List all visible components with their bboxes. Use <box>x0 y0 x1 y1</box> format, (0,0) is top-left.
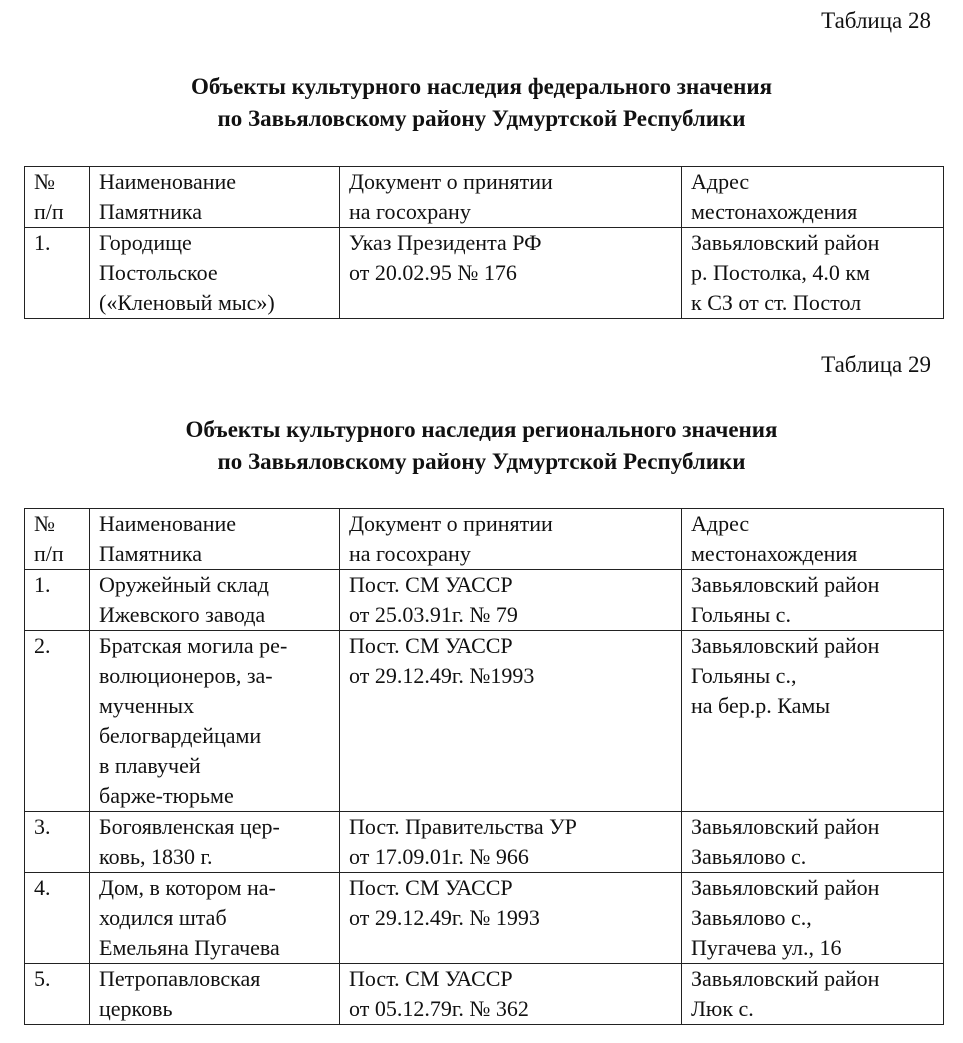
cell-number <box>25 873 90 964</box>
cell-name <box>90 509 340 570</box>
cell-line: мученных <box>99 693 195 718</box>
cell-line: церковь <box>99 996 173 1021</box>
cell-line: на госохрану <box>349 199 471 224</box>
cell-line: № <box>34 169 55 194</box>
cell-number <box>25 631 90 812</box>
cell-line: волюционеров, за- <box>99 663 273 688</box>
cell-line: Пост. СМ УАССР <box>349 875 513 900</box>
cell-line: Ижевского завода <box>99 602 266 627</box>
cell-document <box>340 873 682 964</box>
cell-line: белогвардейцами <box>99 723 262 748</box>
table-row <box>25 228 944 319</box>
table-28-label: Таблица 28 <box>821 8 931 33</box>
cell-line: ходился штаб <box>99 905 227 930</box>
cell-line: от 05.12.79г. № 362 <box>349 996 529 1021</box>
cell-line: Дом, в котором на- <box>99 875 276 900</box>
cell-line: от 17.09.01г. № 966 <box>349 844 529 869</box>
cell-line: Оружейный склад <box>99 572 269 597</box>
cell-line: от 25.03.91г. № 79 <box>349 602 518 627</box>
cell-line: 4. <box>34 875 51 900</box>
cell-line: Завьяловский район <box>691 633 880 658</box>
cell-line: барже-тюрьме <box>99 783 234 808</box>
cell-name <box>90 631 340 812</box>
cell-address <box>682 873 944 964</box>
cell-line: п/п <box>34 541 64 566</box>
cell-document <box>340 964 682 1025</box>
cell-line: на бер.р. Камы <box>691 693 831 718</box>
cell-line: п/п <box>34 199 64 224</box>
table-row <box>25 631 944 812</box>
cell-line: Богоявленская цер- <box>99 814 280 839</box>
cell-number <box>25 570 90 631</box>
cell-name <box>90 570 340 631</box>
cell-document <box>340 570 682 631</box>
cell-line: 1. <box>34 230 51 255</box>
cell-number <box>25 228 90 319</box>
cell-line: Завьяловский район <box>691 572 880 597</box>
cell-line: Гольяны с. <box>691 602 791 627</box>
cell-line: Адрес <box>691 169 750 194</box>
table-28-title-line-1: Объекты культурного наследия федерального значения <box>190 74 773 99</box>
cell-line: в плавучей <box>99 753 201 778</box>
cell-line: Завьяловский район <box>691 875 880 900</box>
cell-name <box>90 812 340 873</box>
cell-line: 1. <box>34 572 51 597</box>
cell-line: Пост. СМ УАССР <box>349 572 513 597</box>
cell-address <box>682 570 944 631</box>
cell-name <box>90 964 340 1025</box>
table-header-row <box>25 509 944 570</box>
cell-address <box>682 509 944 570</box>
cell-line: Пугачева ул., 16 <box>691 935 842 960</box>
cell-line: Наименование <box>99 511 237 536</box>
cell-line: Люк с. <box>691 996 754 1021</box>
table-28-title-line-2: по Завьяловскому району Удмуртской Республики <box>217 106 746 131</box>
cell-line: на госохрану <box>349 541 471 566</box>
cell-number <box>25 964 90 1025</box>
cell-line: р. Постолка, 4.0 км <box>691 260 870 285</box>
cell-name <box>90 167 340 228</box>
cell-name <box>90 228 340 319</box>
cell-line: Пост. СМ УАССР <box>349 966 513 991</box>
cell-document <box>340 509 682 570</box>
cell-line: от 29.12.49г. №1993 <box>349 663 535 688</box>
table-29-title-line-2: по Завьяловскому району Удмуртской Республики <box>217 449 746 474</box>
cell-line: Документ о принятии <box>349 511 553 536</box>
cell-address <box>682 812 944 873</box>
table-row <box>25 570 944 631</box>
cell-line: Памятника <box>99 541 202 566</box>
cell-line: от 20.02.95 № 176 <box>349 260 517 285</box>
cell-line: Документ о принятии <box>349 169 553 194</box>
cell-line: Братская могила ре- <box>99 633 288 658</box>
cell-line: Гольяны с., <box>691 663 797 688</box>
cell-document <box>340 631 682 812</box>
cell-line: Петропавловская <box>99 966 261 991</box>
cell-line: местонахождения <box>691 199 858 224</box>
table-row <box>25 964 944 1025</box>
cell-line: Пост. Правительства УР <box>349 814 577 839</box>
cell-line: № <box>34 511 55 536</box>
cell-line: 3. <box>34 814 51 839</box>
cell-line: 2. <box>34 633 51 658</box>
cell-line: Завьяловский район <box>691 814 880 839</box>
cell-line: Адрес <box>691 511 750 536</box>
cell-document <box>340 167 682 228</box>
cell-line: Наименование <box>99 169 237 194</box>
cell-number <box>25 509 90 570</box>
table-header-row <box>25 167 944 228</box>
cell-line: («Кленовый мыс») <box>99 290 275 315</box>
cell-line: Пост. СМ УАССР <box>349 633 513 658</box>
cell-line: Указ Президента РФ <box>349 230 542 255</box>
cell-address <box>682 631 944 812</box>
cell-document <box>340 812 682 873</box>
cell-address <box>682 964 944 1025</box>
cell-address <box>682 228 944 319</box>
cell-name <box>90 873 340 964</box>
cell-line: Завьялово с. <box>691 844 807 869</box>
cell-number <box>25 167 90 228</box>
cell-line: Емельяна Пугачева <box>99 935 280 960</box>
cell-line: местонахождения <box>691 541 858 566</box>
cell-line: 5. <box>34 966 51 991</box>
cell-address <box>682 167 944 228</box>
table-29-title-line-1: Объекты культурного наследия регионального значения <box>185 417 778 442</box>
table-29-title <box>0 414 963 478</box>
cell-line: ковь, 1830 г. <box>99 844 213 869</box>
table-row <box>25 812 944 873</box>
cell-line: Постольское <box>99 260 218 285</box>
cell-line: Памятника <box>99 199 202 224</box>
table-29 <box>24 508 944 1025</box>
cell-line: Завьяловский район <box>691 230 880 255</box>
cell-line: от 29.12.49г. № 1993 <box>349 905 540 930</box>
table-28-title <box>0 71 963 135</box>
cell-line: Завьялово с., <box>691 905 812 930</box>
cell-number <box>25 812 90 873</box>
table-row <box>25 873 944 964</box>
table-28 <box>24 166 944 319</box>
cell-document <box>340 228 682 319</box>
cell-line: Городище <box>99 230 192 255</box>
table-29-label: Таблица 29 <box>821 352 931 377</box>
cell-line: Завьяловский район <box>691 966 880 991</box>
cell-line: к СЗ от ст. Постол <box>691 290 862 315</box>
